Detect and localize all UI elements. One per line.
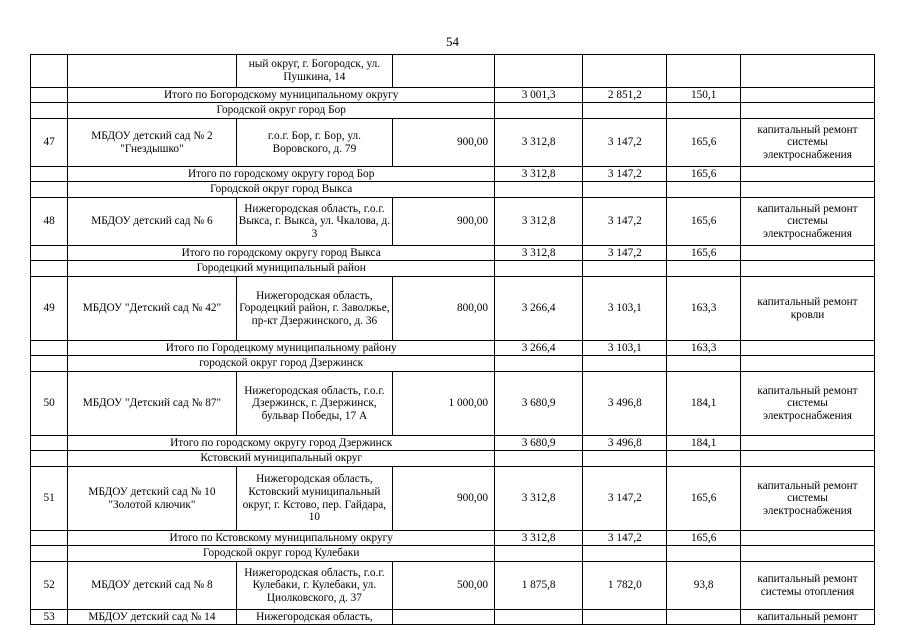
- item-row: [31, 198, 875, 246]
- row-number: [31, 182, 68, 198]
- district-name: Городской округ город Выкса: [68, 182, 495, 198]
- total-value: 3 680,9: [495, 372, 583, 436]
- district-header-row: [31, 546, 875, 562]
- row-number: 52: [31, 562, 68, 610]
- item-row: [31, 562, 875, 610]
- row-number: [31, 341, 68, 356]
- institution-name: МБДОУ детский сад № 6: [68, 198, 236, 246]
- work-type: [741, 55, 875, 88]
- row-number: [31, 246, 68, 261]
- empty-cell: [495, 261, 583, 277]
- local-budget-value: 150,1: [667, 88, 741, 103]
- total-value: 3 312,8: [495, 246, 583, 261]
- total-value: [495, 610, 583, 625]
- row-number: [31, 167, 68, 182]
- work-type: капитальный ремонт системы электроснабжения: [741, 198, 875, 246]
- work-type: капитальный ремонт кровли: [741, 277, 875, 341]
- cost-value: 900,00: [393, 119, 495, 167]
- empty-cell: [495, 546, 583, 562]
- work-type: [741, 436, 875, 451]
- local-budget-value: [667, 610, 741, 625]
- work-type: [741, 167, 875, 182]
- local-budget-value: 165,6: [667, 531, 741, 546]
- institution-address: г.о.г. Бор, г. Бор, ул. Воровского, д. 79: [236, 119, 393, 167]
- empty-cell: [667, 451, 741, 467]
- subtotal-label: Итого по городскому округу город Выкса: [68, 246, 495, 261]
- institution-address: Нижегородская область, Городецкий район, г. Заволжье, пр-кт Дзержинского, д. 36: [236, 277, 393, 341]
- oblast-budget-value: [583, 610, 667, 625]
- empty-cell: [741, 103, 875, 119]
- funding-table: [30, 54, 875, 625]
- local-budget-value: 93,8: [667, 562, 741, 610]
- subtotal-label: Итого по городскому округу город Дзержинск: [68, 436, 495, 451]
- item-row: [31, 610, 875, 625]
- total-value: 1 875,8: [495, 562, 583, 610]
- local-budget-value: 165,6: [667, 246, 741, 261]
- row-number: 53: [31, 610, 68, 625]
- local-budget-value: 165,6: [667, 167, 741, 182]
- cost-value: 500,00: [393, 562, 495, 610]
- subtotal-row: [31, 341, 875, 356]
- institution-address: Нижегородская область, г.о.г. Кулебаки, г. Кулебаки, ул. Циолковского, д. 37: [236, 562, 393, 610]
- cost-value: 900,00: [393, 467, 495, 531]
- local-budget-value: 165,6: [667, 198, 741, 246]
- oblast-budget-value: 2 851,2: [583, 88, 667, 103]
- cost-value: 900,00: [393, 198, 495, 246]
- empty-cell: [495, 356, 583, 372]
- empty-cell: [495, 451, 583, 467]
- row-number: [31, 356, 68, 372]
- oblast-budget-value: 3 103,1: [583, 341, 667, 356]
- total-value: 3 312,8: [495, 467, 583, 531]
- cost-value: [393, 55, 495, 88]
- empty-cell: [741, 356, 875, 372]
- total-value: 3 266,4: [495, 341, 583, 356]
- empty-cell: [741, 261, 875, 277]
- item-row: [31, 277, 875, 341]
- district-name: Городецкий муниципальный район: [68, 261, 495, 277]
- oblast-budget-value: 3 147,2: [583, 246, 667, 261]
- local-budget-value: 184,1: [667, 436, 741, 451]
- empty-cell: [667, 103, 741, 119]
- work-type: [741, 246, 875, 261]
- row-number: 48: [31, 198, 68, 246]
- institution-name: [68, 55, 236, 88]
- cost-value: 1 000,00: [393, 372, 495, 436]
- oblast-budget-value: 3 496,8: [583, 436, 667, 451]
- institution-address: ный округ, г. Богородск, ул. Пушкина, 14: [236, 55, 393, 88]
- oblast-budget-value: 3 147,2: [583, 467, 667, 531]
- work-type: капитальный ремонт системы электроснабжения: [741, 119, 875, 167]
- total-value: 3 312,8: [495, 198, 583, 246]
- work-type: капитальный ремонт системы отопления: [741, 562, 875, 610]
- total-value: 3 312,8: [495, 531, 583, 546]
- item-row: [31, 55, 875, 88]
- total-value: 3 001,3: [495, 88, 583, 103]
- work-type: капитальный ремонт: [741, 610, 875, 625]
- empty-cell: [667, 182, 741, 198]
- empty-cell: [583, 451, 667, 467]
- work-type: [741, 341, 875, 356]
- local-budget-value: 184,1: [667, 372, 741, 436]
- empty-cell: [583, 182, 667, 198]
- institution-address: Нижегородская область,: [236, 610, 393, 625]
- district-name: городской округ город Дзержинск: [68, 356, 495, 372]
- district-header-row: [31, 356, 875, 372]
- institution-name: МБДОУ детский сад № 8: [68, 562, 236, 610]
- local-budget-value: 165,6: [667, 467, 741, 531]
- subtotal-row: [31, 88, 875, 103]
- local-budget-value: 165,6: [667, 119, 741, 167]
- item-row: [31, 372, 875, 436]
- district-header-row: [31, 261, 875, 277]
- subtotal-row: [31, 246, 875, 261]
- row-number: 49: [31, 277, 68, 341]
- subtotal-row: [31, 531, 875, 546]
- work-type: [741, 88, 875, 103]
- total-value: 3 312,8: [495, 167, 583, 182]
- cost-value: 800,00: [393, 277, 495, 341]
- subtotal-label: Итого по городскому округу город Бор: [68, 167, 495, 182]
- district-header-row: [31, 451, 875, 467]
- institution-name: МБДОУ детский сад № 10 "Золотой ключик": [68, 467, 236, 531]
- total-value: [495, 55, 583, 88]
- page-number: 54: [446, 34, 459, 49]
- institution-name: МБДОУ "Детский сад № 42": [68, 277, 236, 341]
- subtotal-row: [31, 167, 875, 182]
- total-value: 3 266,4: [495, 277, 583, 341]
- subtotal-label: Итого по Кстовскому муниципальному округу: [68, 531, 495, 546]
- row-number: 51: [31, 467, 68, 531]
- oblast-budget-value: 3 147,2: [583, 119, 667, 167]
- oblast-budget-value: 3 147,2: [583, 531, 667, 546]
- oblast-budget-value: 3 103,1: [583, 277, 667, 341]
- oblast-budget-value: 3 496,8: [583, 372, 667, 436]
- total-value: 3 312,8: [495, 119, 583, 167]
- local-budget-value: 163,3: [667, 341, 741, 356]
- row-number: [31, 103, 68, 119]
- district-name: Кстовский муниципальный округ: [68, 451, 495, 467]
- institution-name: МБДОУ детский сад № 2 "Гнездышко": [68, 119, 236, 167]
- empty-cell: [741, 546, 875, 562]
- empty-cell: [583, 356, 667, 372]
- row-number: 50: [31, 372, 68, 436]
- total-value: 3 680,9: [495, 436, 583, 451]
- oblast-budget-value: 1 782,0: [583, 562, 667, 610]
- institution-address: Нижегородская область, г.о.г. Дзержинск, г. Дзержинск, бульвар Победы, 17 А: [236, 372, 393, 436]
- row-number: [31, 436, 68, 451]
- district-header-row: [31, 103, 875, 119]
- district-name: Городской округ город Бор: [68, 103, 495, 119]
- work-type: капитальный ремонт системы электроснабжения: [741, 372, 875, 436]
- row-number: 47: [31, 119, 68, 167]
- item-row: [31, 119, 875, 167]
- oblast-budget-value: 3 147,2: [583, 198, 667, 246]
- row-number: [31, 531, 68, 546]
- district-header-row: [31, 182, 875, 198]
- row-number: [31, 88, 68, 103]
- institution-name: МБДОУ детский сад № 14: [68, 610, 236, 625]
- local-budget-value: 163,3: [667, 277, 741, 341]
- empty-cell: [667, 261, 741, 277]
- cost-value: [393, 610, 495, 625]
- row-number: [31, 546, 68, 562]
- empty-cell: [495, 103, 583, 119]
- subtotal-label: Итого по Городецкому муниципальному району: [68, 341, 495, 356]
- district-name: Городской округ город Кулебаки: [68, 546, 495, 562]
- local-budget-value: [667, 55, 741, 88]
- empty-cell: [583, 103, 667, 119]
- empty-cell: [667, 546, 741, 562]
- work-type: капитальный ремонт системы электроснабжения: [741, 467, 875, 531]
- row-number: [31, 55, 68, 88]
- item-row: [31, 467, 875, 531]
- row-number: [31, 451, 68, 467]
- work-type: [741, 531, 875, 546]
- row-number: [31, 261, 68, 277]
- institution-name: МБДОУ "Детский сад № 87": [68, 372, 236, 436]
- oblast-budget-value: [583, 55, 667, 88]
- empty-cell: [667, 356, 741, 372]
- empty-cell: [495, 182, 583, 198]
- subtotal-label: Итого по Богородскому муниципальному округу: [68, 88, 495, 103]
- oblast-budget-value: 3 147,2: [583, 167, 667, 182]
- empty-cell: [583, 261, 667, 277]
- empty-cell: [741, 451, 875, 467]
- institution-address: Нижегородская область, Кстовский муниципальный округ, г. Кстово, пер. Гайдара, 10: [236, 467, 393, 531]
- empty-cell: [741, 182, 875, 198]
- institution-address: Нижегородская область, г.о.г. Выкса, г. Выкса, ул. Чкалова, д. 3: [236, 198, 393, 246]
- subtotal-row: [31, 436, 875, 451]
- empty-cell: [583, 546, 667, 562]
